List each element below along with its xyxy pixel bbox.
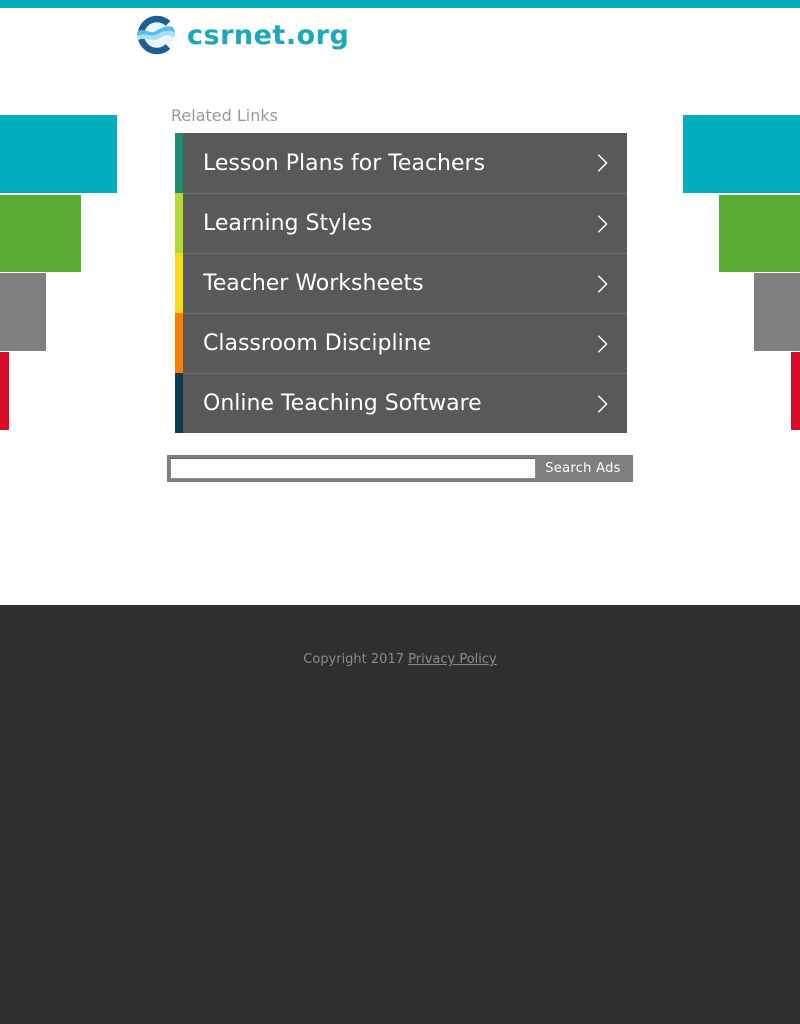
decor-block-right-red xyxy=(791,352,800,430)
page-footer xyxy=(0,605,800,1024)
related-link-classroom-discipline[interactable] xyxy=(175,313,627,373)
decor-block-right-green xyxy=(719,195,800,272)
search-bar xyxy=(167,455,633,482)
search-ads-button[interactable]: Search Ads xyxy=(536,458,630,479)
decor-block-left-gray xyxy=(0,273,46,351)
site-title-link[interactable]: csrnet.org xyxy=(187,19,350,51)
related-link-label: Lesson Plans for Teachers xyxy=(203,150,486,176)
accent-strip xyxy=(175,313,183,373)
copyright-text: Copyright 2017 xyxy=(303,652,404,667)
chevron-right-icon xyxy=(591,331,613,357)
decor-block-left-red xyxy=(0,352,9,430)
chevron-right-icon xyxy=(591,150,613,176)
related-link-label: Learning Styles xyxy=(203,211,373,236)
privacy-policy-link[interactable]: Privacy Policy xyxy=(408,652,497,667)
main-content xyxy=(167,106,633,482)
accent-strip xyxy=(175,253,183,313)
related-link-label: Online Teaching Software xyxy=(203,391,482,416)
decor-block-right-gray xyxy=(754,273,800,351)
decor-block-left-teal xyxy=(0,115,117,193)
accent-strip xyxy=(175,373,183,433)
accent-strip xyxy=(175,133,183,193)
chevron-right-icon xyxy=(591,271,613,297)
related-link-online-teaching-software[interactable] xyxy=(175,373,627,433)
decor-block-left-green xyxy=(0,195,81,272)
related-link-label: Teacher Worksheets xyxy=(203,271,424,296)
decor-block-right-teal xyxy=(683,115,800,193)
site-logo-icon xyxy=(135,14,177,56)
related-link-teacher-worksheets[interactable] xyxy=(175,253,627,313)
chevron-right-icon xyxy=(591,211,613,237)
copyright-line xyxy=(0,605,800,667)
top-accent-bar xyxy=(0,0,800,8)
chevron-right-icon xyxy=(591,391,613,417)
accent-strip xyxy=(175,193,183,253)
related-links-heading: Related Links xyxy=(171,106,278,125)
search-input[interactable] xyxy=(170,458,536,479)
site-header xyxy=(135,14,349,56)
related-link-learning-styles[interactable] xyxy=(175,193,627,253)
related-link-lesson-plans[interactable] xyxy=(175,133,627,193)
related-links-list xyxy=(175,133,627,433)
related-link-label: Classroom Discipline xyxy=(203,331,432,356)
